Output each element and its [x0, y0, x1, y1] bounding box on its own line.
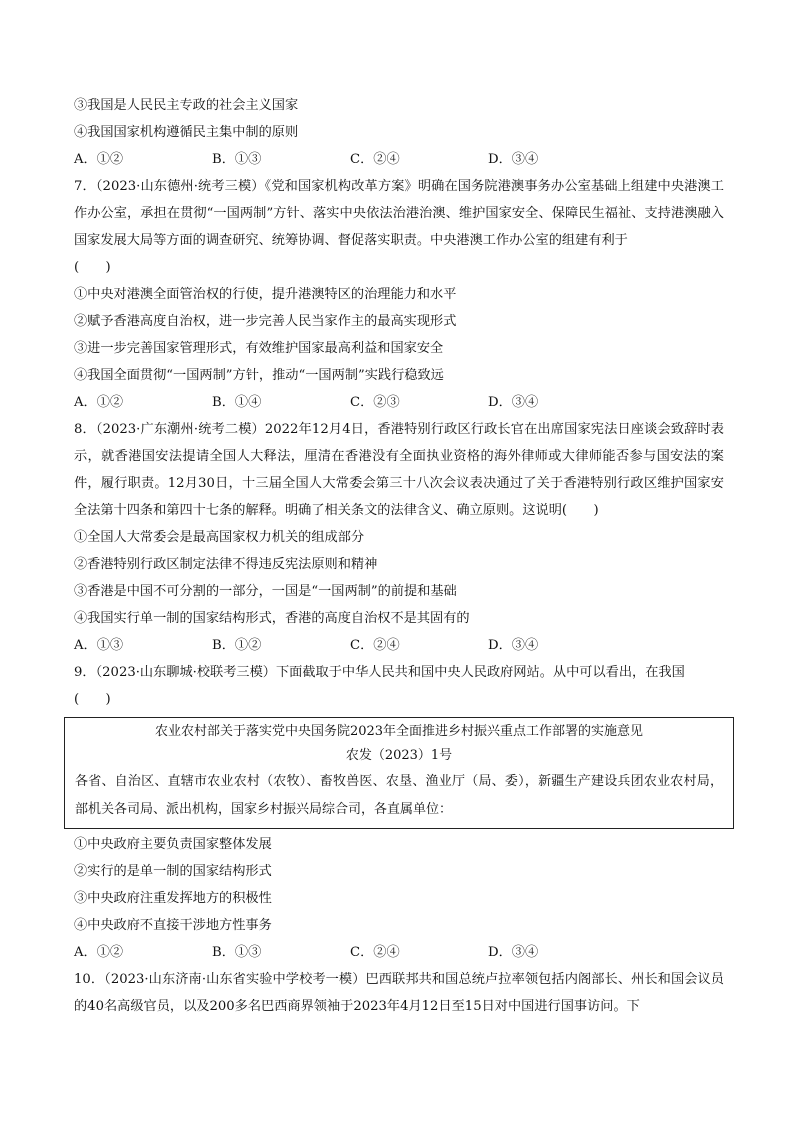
- q7-item-3: ③进一步完善国家管理形式，有效维护国家最高利益和国家安全: [74, 341, 444, 356]
- q9-item-3: ③中央政府注重发挥地方的积极性: [74, 891, 272, 906]
- q9-document-excerpt-box: [64, 717, 734, 829]
- q6-item-3: ③我国是人民民主专政的社会主义国家: [74, 98, 299, 113]
- q7-item-2: ②赋予香港高度自治权，进一步完善人民当家作主的最高实现形式: [74, 314, 457, 329]
- q8-option-b[interactable]: B．①②: [212, 638, 262, 653]
- q6-option-d[interactable]: D．③④: [488, 152, 539, 167]
- q7-item-4: ④我国全面贯彻“一国两制”方针，推动“一国两制”实践行稳致远: [74, 368, 444, 383]
- q6-options: [74, 146, 724, 173]
- q6-option-a[interactable]: A．①②: [74, 152, 124, 167]
- q7-option-a[interactable]: A．①②: [74, 395, 124, 410]
- q9-box-body: 各省、自治区、直辖市农业农村（农牧）、畜牧兽医、农垦、渔业厅（局、委），新疆生产建设兵团农业农村局，部机关各司局、派出机构，国家乡村振兴局综合司，各直属单位：: [75, 774, 723, 817]
- q8-section: [74, 416, 724, 659]
- q9-answer-bracket: ( ): [74, 692, 111, 707]
- q7-answer-bracket: ( ): [74, 260, 111, 275]
- q7-options: [74, 389, 724, 416]
- q10-section: [74, 966, 724, 1020]
- q7-option-c[interactable]: C．②③: [350, 395, 400, 410]
- q7-section: [74, 173, 724, 416]
- q9-section: [74, 659, 724, 966]
- q9-option-c[interactable]: C．②④: [350, 945, 400, 960]
- q8-item-4: ④我国实行单一制的国家结构形式，香港的高度自治权不是其固有的: [74, 611, 470, 626]
- q7-stem: 7．（2023·山东德州·统考三模）《党和国家机构改革方案》明确在国务院港澳事务办公室基础上组建中央港澳工作办公室，承担在贯彻“一国两制”方针、落实中央依法治港治澳、维护国家安全、保障民生福祉、支持港澳融入国家发展大局等方面的调查研究、统筹协调、督促落实职责。中央港澳工作办公室的组建有利于: [74, 179, 724, 248]
- q8-option-d[interactable]: D．③④: [488, 638, 539, 653]
- q9-option-b[interactable]: B．①③: [212, 945, 262, 960]
- q8-item-2: ②香港特别行政区制定法律不得违反宪法原则和精神: [74, 557, 378, 572]
- q9-option-a[interactable]: A．①②: [74, 945, 124, 960]
- q9-item-1: ①中央政府主要负责国家整体发展: [74, 837, 272, 852]
- q9-item-2: ②实行的是单一制的国家结构形式: [74, 864, 272, 879]
- q8-options: [74, 632, 724, 659]
- q8-option-c[interactable]: C．②④: [350, 638, 400, 653]
- q9-options: [74, 939, 724, 966]
- exam-page: [74, 92, 724, 1020]
- q10-stem: 10．（2023·山东济南·山东省实验中学校考一模）巴西联邦共和国总统卢拉率领包括内阁部长、州长和国会议员的40名高级官员，以及200多名巴西商界领袖于2023年4月12日至15日对中国进行国事访问。下: [74, 972, 724, 1014]
- q7-option-b[interactable]: B．①④: [212, 395, 262, 410]
- q9-item-4: ④中央政府不直接干涉地方性事务: [74, 918, 272, 933]
- q9-stem: 9．（2023·山东聊城·校联考三模）下面截取于中华人民共和国中央人民政府网站。从中可以看出，在我国: [74, 665, 685, 680]
- q6-option-b[interactable]: B．①③: [212, 152, 262, 167]
- q6-option-c[interactable]: C．②④: [350, 152, 400, 167]
- q8-option-a[interactable]: A．①③: [74, 638, 124, 653]
- q9-option-d[interactable]: D．③④: [488, 945, 539, 960]
- q8-item-1: ①全国人大常委会是最高国家权力机关的组成部分: [74, 530, 365, 545]
- q6-item-4: ④我国国家机构遵循民主集中制的原则: [74, 125, 299, 140]
- q8-item-3: ③香港是中国不可分割的一部分，一国是“一国两制”的前提和基础: [74, 584, 457, 599]
- q8-stem: 8．（2023·广东潮州·统考二模）2022年12月4日，香港特别行政区行政长官在出席国家宪法日座谈会致辞时表示，就香港国安法提请全国人大释法，厘清在香港没有全面执业资格的海外律师或大律师能否参与国安法的案件，履行职责。12月30日，十三届全国人大常委会第三十八次会议表决通过了关于香港特别行政区维护国家安全法第十四条和第四十七条的解释。明确了相关条文的法律含义、确立原则。这说明( ): [74, 422, 724, 518]
- q6-section: [74, 92, 724, 173]
- q7-option-d[interactable]: D．③④: [488, 395, 539, 410]
- q7-item-1: ①中央对港澳全面管治权的行使，提升港澳特区的治理能力和水平: [74, 287, 457, 302]
- q9-box-title: 农业农村部关于落实党中央国务院2023年全面推进乡村振兴重点工作部署的实施意见: [154, 724, 644, 739]
- q9-box-doc-number: 农发（2023）1号: [345, 748, 453, 763]
